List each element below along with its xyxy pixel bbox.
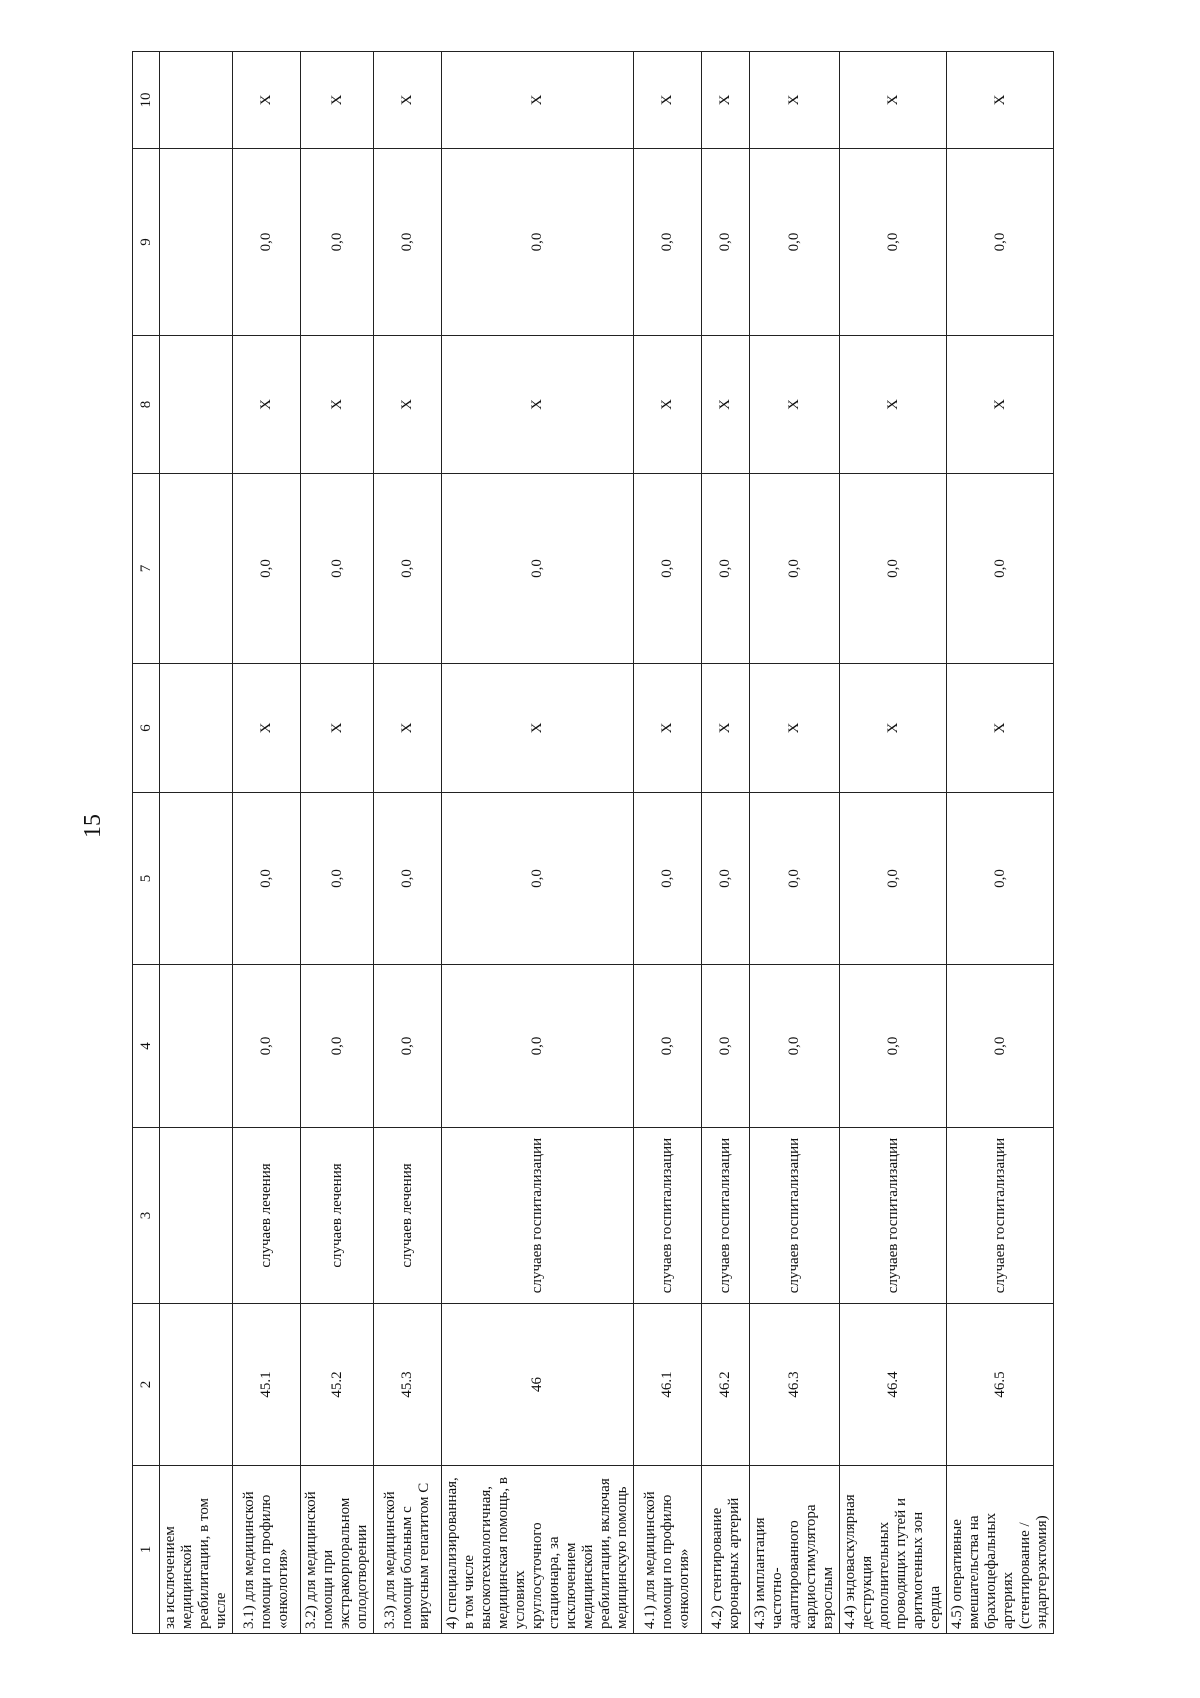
table-cell-col-1: 3.1) для медицинской помощи по профилю «онкология» [233, 1466, 301, 1634]
table-cell-col-9: 0,0 [750, 149, 840, 336]
table-cell-col-5: 0,0 [233, 793, 301, 965]
table-cell-col-7 [160, 474, 233, 664]
table-row [442, 52, 634, 1634]
column-header: 3 [133, 1128, 160, 1304]
table-cell-col-6: X [374, 664, 442, 793]
table-cell-col-8 [160, 336, 233, 474]
table-cell-col-2: 45.1 [233, 1304, 301, 1466]
table-row [301, 52, 374, 1634]
table-cell-col-2: 46.3 [750, 1304, 840, 1466]
table-cell-col-10: X [442, 52, 634, 149]
table-cell-col-3: случаев госпитализации [634, 1128, 702, 1304]
column-header: 1 [133, 1466, 160, 1634]
table-cell-col-5 [160, 793, 233, 965]
column-header: 10 [133, 52, 160, 149]
table-cell-col-2: 45.3 [374, 1304, 442, 1466]
table-row [233, 52, 301, 1634]
table-cell-col-7: 0,0 [750, 474, 840, 664]
table-cell-col-6 [160, 664, 233, 793]
table-cell-col-9: 0,0 [442, 149, 634, 336]
table-cell-col-8: X [702, 336, 750, 474]
table-cell-col-7: 0,0 [442, 474, 634, 664]
table-cell-col-9: 0,0 [634, 149, 702, 336]
table-row [374, 52, 442, 1634]
table-cell-col-2: 46.2 [702, 1304, 750, 1466]
table-cell-col-4: 0,0 [233, 965, 301, 1128]
table-cell-col-1: 4.3) имплантация частотно-адаптированного кардиостимулятора взрослым [750, 1466, 840, 1634]
table-cell-col-3: случаев госпитализации [947, 1128, 1054, 1304]
table-cell-col-7: 0,0 [840, 474, 947, 664]
table-cell-col-8: X [634, 336, 702, 474]
table-cell-col-6: X [702, 664, 750, 793]
table-cell-col-3: случаев лечения [301, 1128, 374, 1304]
table-cell-col-7: 0,0 [634, 474, 702, 664]
table-cell-col-5: 0,0 [634, 793, 702, 965]
table-cell-col-5: 0,0 [442, 793, 634, 965]
table-cell-col-9 [160, 149, 233, 336]
table-cell-col-8: X [840, 336, 947, 474]
table-row [160, 52, 233, 1634]
table-cell-col-10: X [750, 52, 840, 149]
table-row [750, 52, 840, 1634]
table-cell-col-7: 0,0 [702, 474, 750, 664]
table-cell-col-2: 46.1 [634, 1304, 702, 1466]
column-header: 2 [133, 1304, 160, 1466]
table-row [947, 52, 1054, 1634]
table-cell-col-1: 4) специализированная, в том числе высокотехнологичная, медицинская помощь, в условиях круглосуточного стационара, за исключением медицинской реабилитации, включая медицинскую помощь [442, 1466, 634, 1634]
table-cell-col-10: X [702, 52, 750, 149]
table-cell-col-4: 0,0 [442, 965, 634, 1128]
table-cell-col-5: 0,0 [702, 793, 750, 965]
table-cell-col-4: 0,0 [840, 965, 947, 1128]
table-cell-col-2: 46 [442, 1304, 634, 1466]
column-header: 6 [133, 664, 160, 793]
table-header-row [133, 52, 160, 1634]
table-cell-col-4: 0,0 [301, 965, 374, 1128]
table-cell-col-6: X [442, 664, 634, 793]
table-cell-col-2: 46.4 [840, 1304, 947, 1466]
table-cell-col-9: 0,0 [840, 149, 947, 336]
table-cell-col-6: X [233, 664, 301, 793]
data-table [132, 51, 1054, 1634]
table-cell-col-8: X [947, 336, 1054, 474]
table-cell-col-3: случаев госпитализации [840, 1128, 947, 1304]
table-cell-col-10: X [233, 52, 301, 149]
table-row [702, 52, 750, 1634]
table-cell-col-7: 0,0 [947, 474, 1054, 664]
table-cell-col-10: X [374, 52, 442, 149]
table-cell-col-4: 0,0 [374, 965, 442, 1128]
table-cell-col-9: 0,0 [374, 149, 442, 336]
table-cell-col-1: 4.5) оперативные вмешательства на брахиоцефальных артериях (стентирование / эндартерэктомия) [947, 1466, 1054, 1634]
table-cell-col-5: 0,0 [374, 793, 442, 965]
table-cell-col-8: X [750, 336, 840, 474]
table-row [840, 52, 947, 1634]
table-cell-col-9: 0,0 [947, 149, 1054, 336]
column-header: 7 [133, 474, 160, 664]
table-cell-col-3: случаев госпитализации [442, 1128, 634, 1304]
table-cell-col-4: 0,0 [634, 965, 702, 1128]
table-cell-col-1: 3.2) для медицинской помощи при экстракорпоральном оплодотворении [301, 1466, 374, 1634]
table-cell-col-10: X [301, 52, 374, 149]
table-cell-col-2: 46.5 [947, 1304, 1054, 1466]
table-cell-col-1: 4.2) стентирование коронарных артерий [702, 1466, 750, 1634]
table-cell-col-2: 45.2 [301, 1304, 374, 1466]
table-cell-col-1: 3.3) для медицинской помощи больным с вирусным гепатитом С [374, 1466, 442, 1634]
page-number: 15 [80, 814, 106, 838]
table-cell-col-4 [160, 965, 233, 1128]
table-cell-col-9: 0,0 [233, 149, 301, 336]
column-header: 9 [133, 149, 160, 336]
table-cell-col-3: случаев лечения [233, 1128, 301, 1304]
table-cell-col-7: 0,0 [233, 474, 301, 664]
table-cell-col-2 [160, 1304, 233, 1466]
table-cell-col-5: 0,0 [301, 793, 374, 965]
table-cell-col-8: X [301, 336, 374, 474]
table-cell-col-6: X [301, 664, 374, 793]
table-cell-col-4: 0,0 [947, 965, 1054, 1128]
data-table-container [132, 52, 1103, 1634]
table-cell-col-4: 0,0 [702, 965, 750, 1128]
table-cell-col-3: случаев госпитализации [702, 1128, 750, 1304]
table-cell-col-10 [160, 52, 233, 149]
table-cell-col-10: X [840, 52, 947, 149]
table-cell-col-3: случаев госпитализации [750, 1128, 840, 1304]
table-cell-col-7: 0,0 [301, 474, 374, 664]
table-row [634, 52, 702, 1634]
table-cell-col-5: 0,0 [840, 793, 947, 965]
table-cell-col-8: X [374, 336, 442, 474]
table-cell-col-10: X [634, 52, 702, 149]
table-cell-col-7: 0,0 [374, 474, 442, 664]
table-cell-col-9: 0,0 [301, 149, 374, 336]
column-header: 4 [133, 965, 160, 1128]
table-cell-col-8: X [233, 336, 301, 474]
table-cell-col-10: X [947, 52, 1054, 149]
table-cell-col-5: 0,0 [947, 793, 1054, 965]
table-cell-col-1: за исключением медицинской реабилитации, в том числе [160, 1466, 233, 1634]
table-cell-col-6: X [947, 664, 1054, 793]
table-cell-col-5: 0,0 [750, 793, 840, 965]
table-cell-col-6: X [840, 664, 947, 793]
table-cell-col-1: 4.1) для медицинской помощи по профилю «онкология» [634, 1466, 702, 1634]
column-header: 5 [133, 793, 160, 965]
table-cell-col-8: X [442, 336, 634, 474]
table-cell-col-3: случаев лечения [374, 1128, 442, 1304]
table-cell-col-9: 0,0 [702, 149, 750, 336]
table-cell-col-3 [160, 1128, 233, 1304]
table-cell-col-1: 4.4) эндоваскулярная деструкция дополнительных проводящих путей и аритмогенных зон сердца [840, 1466, 947, 1634]
table-cell-col-4: 0,0 [750, 965, 840, 1128]
table-cell-col-6: X [634, 664, 702, 793]
table-cell-col-6: X [750, 664, 840, 793]
column-header: 8 [133, 336, 160, 474]
